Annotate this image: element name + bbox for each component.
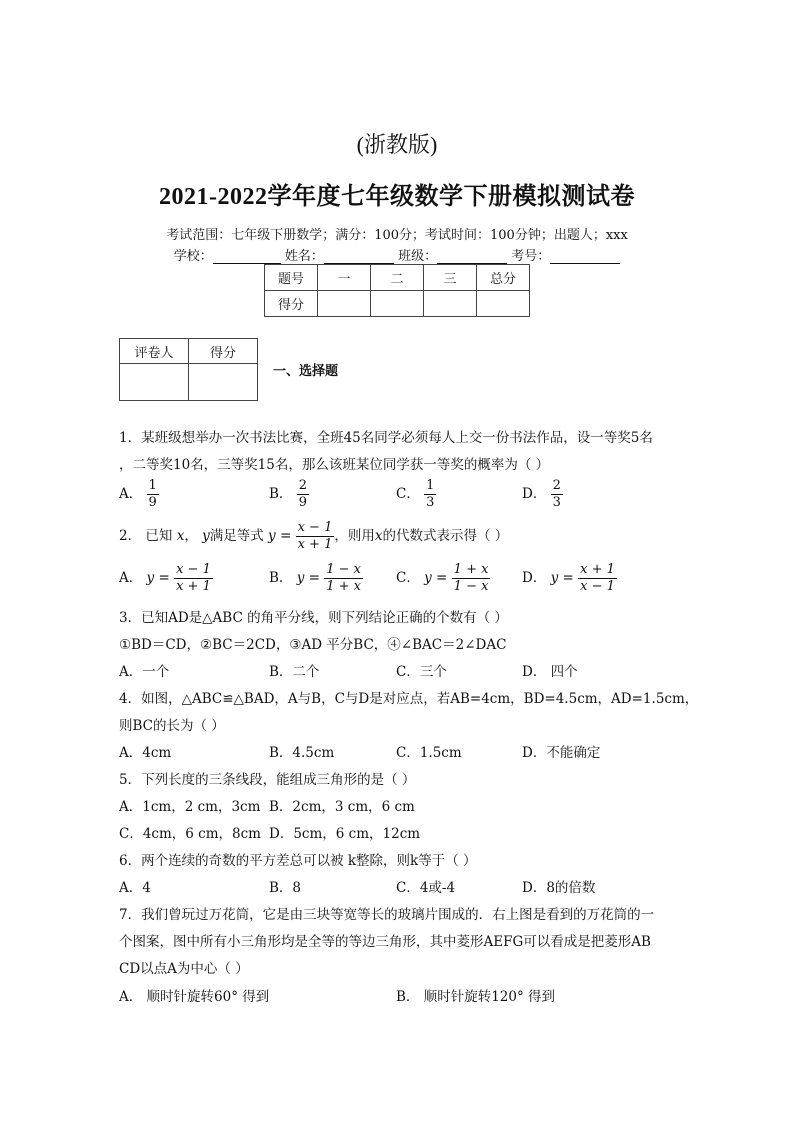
section-title: 一、选择题 xyxy=(273,364,339,379)
fraction: $\frac{x + 1}{x - 1}$ xyxy=(580,562,615,594)
question-4-option-b[interactable]: B．4.5cm xyxy=(269,745,335,761)
score-cell[interactable] xyxy=(424,291,477,317)
score-header: 总分 xyxy=(477,265,530,291)
score-header: 一 xyxy=(318,265,371,291)
question-3-option-d[interactable]: D． 四个 xyxy=(522,664,578,680)
question-3-option-c[interactable]: C．三个 xyxy=(396,664,447,680)
school-label: 学校： xyxy=(173,249,213,264)
question-2-option-a[interactable]: A． y = $\frac{x - 1}{x + 1}$ xyxy=(119,562,211,594)
question-3-option-a[interactable]: A．一个 xyxy=(119,664,170,680)
question-5-option-a[interactable]: A．1cm，2 cm，3cm xyxy=(119,799,261,815)
question-7-option-b[interactable]: B． 顺时针旋转120° 得到 xyxy=(396,989,556,1005)
question-2-stem: 2． 已知 x， y满足等式 y = $\frac{x - 1}{x + 1}$ ，则用x的代数式表示得（ ） xyxy=(119,520,509,552)
question-1-option-d[interactable]: D． $\frac{2}{3}$ xyxy=(522,478,561,510)
question-6-option-d[interactable]: D．8的倍数 xyxy=(522,880,596,896)
score-row-label: 得分 xyxy=(265,291,318,317)
question-5-option-c[interactable]: C．4cm，6 cm，8cm xyxy=(119,826,261,842)
question-6-option-a[interactable]: A．4 xyxy=(119,880,151,896)
grader-table xyxy=(119,338,258,401)
question-4-option-d[interactable]: D．不能确定 xyxy=(522,745,601,761)
score-header: 三 xyxy=(424,265,477,291)
fraction: $\frac{x - 1}{x + 1}$ xyxy=(176,562,211,594)
question-6-line: 6．两个连续的奇数的平方差总可以被 k整除，则k等于（ ） xyxy=(119,853,477,869)
question-7-line: CD以点A为中心（ ） xyxy=(119,961,249,977)
question-1-option-b[interactable]: B． $\frac{2}{9}$ xyxy=(269,478,307,510)
edition-label: (浙教版) xyxy=(356,132,438,157)
name-label: 姓名： xyxy=(284,249,324,264)
question-1-option-a[interactable]: A． $\frac{1}{9}$ xyxy=(119,478,157,510)
fraction: $\frac{1}{9}$ xyxy=(148,478,157,510)
exam-no-blank xyxy=(550,263,620,264)
question-1-line: 1．某班级想举办一次书法比赛，全班45名同学必须每人上交一份书法作品，设一等奖5名 xyxy=(119,430,653,446)
question-4-option-c[interactable]: C．1.5cm xyxy=(396,745,462,761)
class-label: 班级： xyxy=(398,249,438,264)
question-5-line: 5．下列长度的三条线段，能组成三角形的是（ ） xyxy=(119,772,416,788)
question-7-option-a[interactable]: A． 顺时针旋转60° 得到 xyxy=(119,989,270,1005)
score-cell[interactable] xyxy=(371,291,424,317)
score-cell[interactable] xyxy=(477,291,530,317)
exam-info: 考试范围：七年级下册数学；满分：100分；考试时间：100分钟；出题人；xxx xyxy=(166,228,628,243)
score-header: 题号 xyxy=(265,265,318,291)
question-2-option-b[interactable]: B． y = $\frac{1 - x}{1 + x}$ xyxy=(269,562,362,594)
question-2-option-d[interactable]: D． y = $\frac{x + 1}{x - 1}$ xyxy=(522,562,615,594)
question-6-option-b[interactable]: B．8 xyxy=(269,880,302,896)
score-table xyxy=(264,264,530,317)
question-3-line: ①BD＝CD，②BC＝2CD，③AD 平分BC，④∠BAC＝2∠DAC xyxy=(119,637,507,653)
fraction: $\frac{1 - x}{1 + x}$ xyxy=(326,562,362,594)
grader-cell[interactable] xyxy=(189,364,258,401)
fraction: $\frac{2}{3}$ xyxy=(552,478,561,510)
question-4-option-a[interactable]: A．4cm xyxy=(119,745,172,761)
fraction: $\frac{1 + x}{1 - x}$ xyxy=(453,562,489,594)
score-cell[interactable] xyxy=(318,291,371,317)
question-1-line: ，二等奖10名，三等奖15名，那么该班某位同学获一等奖的概率为（ ） xyxy=(119,457,550,473)
question-7-line: 7．我们曾玩过万花筒，它是由三块等宽等长的玻璃片围成的．右上图是看到的万花筒的一 xyxy=(119,907,655,923)
score-header: 二 xyxy=(371,265,424,291)
question-2-option-c[interactable]: C． y = $\frac{1 + x}{1 - x}$ xyxy=(396,562,489,594)
fraction: $\frac{2}{9}$ xyxy=(298,478,307,510)
fraction: $\frac{x - 1}{x + 1}$ xyxy=(297,520,333,552)
question-3-option-b[interactable]: B．二个 xyxy=(269,664,320,680)
grader-header: 评卷人 xyxy=(120,339,189,364)
question-4-line: 4．如图，△ABC≌△BAD，A与B，C与D是对应点，若AB=4cm，BD=4.5cm，AD=1.5cm， xyxy=(119,691,699,707)
exam-no-label: 考号： xyxy=(511,249,551,264)
grader-cell[interactable] xyxy=(120,364,189,401)
question-1-option-c[interactable]: C． $\frac{1}{3}$ xyxy=(396,478,435,510)
question-7-line: 个图案，图中所有小三角形均是全等的等边三角形，其中菱形AEFG可以看成是把菱形AB xyxy=(119,934,651,950)
question-3-line: 3．已知AD是△ABC 的角平分线，则下列结论正确的个数有（ ） xyxy=(119,610,508,626)
question-5-option-d[interactable]: D．5cm，6 cm，12cm xyxy=(269,826,421,842)
question-6-option-c[interactable]: C．4或-4 xyxy=(396,880,456,896)
exam-title: 2021-2022学年度七年级数学下册模拟测试卷 xyxy=(159,184,635,210)
fraction: $\frac{1}{3}$ xyxy=(426,478,435,510)
student-fields xyxy=(0,245,794,264)
grader-header: 得分 xyxy=(189,339,258,364)
question-5-option-b[interactable]: B．2cm，3 cm，6 cm xyxy=(269,799,415,815)
question-4-line: 则BC的长为（ ） xyxy=(119,718,225,734)
